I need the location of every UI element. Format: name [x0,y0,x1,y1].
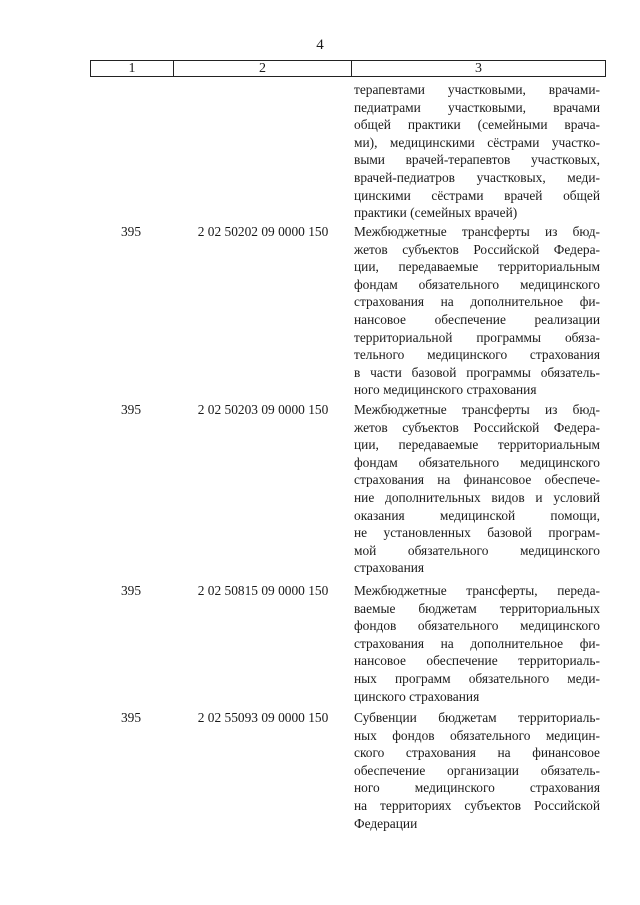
row-description [354,582,600,705]
text-line: врачей-педиатров участковых, меди- [354,169,600,185]
text-line: территориальной программы обяза- [354,329,600,345]
admin-code: 395 [120,402,142,417]
text-line: фондам обязательного медицинского [354,276,600,292]
text-line: Межбюджетные трансферты из бюд- [354,224,600,239]
header-col-1: 1 [91,61,174,76]
text-line: цинского страхования [354,688,480,704]
text-line: Федерации [354,815,418,831]
text-line: в части базовой программы обязатель- [354,364,600,380]
text-line: ного медицинского страхования [354,780,600,796]
text-line: страхования [354,560,425,576]
text-line: ции, передаваемые территориальным [354,259,600,275]
text-line: обеспечение организации обязатель- [354,762,600,778]
text-line: ние дополнительных видов и условий [354,489,600,505]
text-line: выми врачей-терапевтов участковых, [354,152,600,168]
table-header [90,60,606,77]
text-line: жетов субъектов Российской Федера- [354,419,600,435]
text-line: Межбюджетные трансферты, переда- [354,583,600,598]
text-line: цинскими сёстрами врачей общей [354,187,600,203]
text-line: ных фондов обязательного медицин- [354,727,600,743]
page-number: 4 [316,37,324,53]
admin-code: 395 [120,710,142,725]
text-line: Межбюджетные трансферты из бюд- [354,402,600,417]
text-line: тельного медицинского страхования [354,347,600,363]
text-line: фондов обязательного медицинского [354,618,600,634]
row-description [354,401,600,577]
budget-code: 2 02 50815 09 0000 150 [197,583,329,598]
text-line: жетов субъектов Российской Федера- [354,241,600,257]
row-description [354,709,600,832]
text-line: ного медицинского страхования [354,382,537,398]
text-line: не установленных базовой програм- [354,525,600,541]
text-line: ми), медицинскими сёстрами участко- [354,134,600,150]
text-line: нансовое обеспечение реализации [354,311,600,327]
continuation-text [354,81,600,222]
text-line: оказания медицинской помощи, [354,507,600,523]
text-line: Субвенции бюджетам территориаль- [354,710,600,725]
text-line: страхования на дополнительное фи- [354,635,600,651]
budget-code: 2 02 55093 09 0000 150 [197,710,329,725]
header-col-3: 3 [475,61,482,76]
text-line: практики (семейных врачей) [354,205,518,221]
text-line: страхования на дополнительное фи- [354,294,600,310]
text-line: фондам обязательного медицинского [354,454,600,470]
text-line: на территориях субъектов Российской [354,797,600,813]
text-line: ваемые бюджетам территориальных [354,600,600,616]
text-line: ции, передаваемые территориальным [354,437,600,453]
text-line: нансовое обеспечение территориаль- [354,653,600,669]
text-line: мой обязательного медицинского [354,542,600,558]
text-line: страхования на финансовое обеспече- [354,472,600,488]
header-col-2: 2 [174,61,352,76]
text-line: ского страхования на финансовое [354,745,600,761]
text-line: ных программ обязательного меди- [354,670,600,686]
text-line: терапевтами участковыми, врачами- [354,82,600,97]
budget-code: 2 02 50202 09 0000 150 [197,224,329,239]
row-description [354,223,600,399]
budget-code: 2 02 50203 09 0000 150 [197,402,329,417]
admin-code: 395 [120,224,142,239]
text-line: педиатрами участковыми, врачами [354,99,600,115]
text-line: общей практики (семейными врача- [354,117,600,133]
admin-code: 395 [120,583,142,598]
